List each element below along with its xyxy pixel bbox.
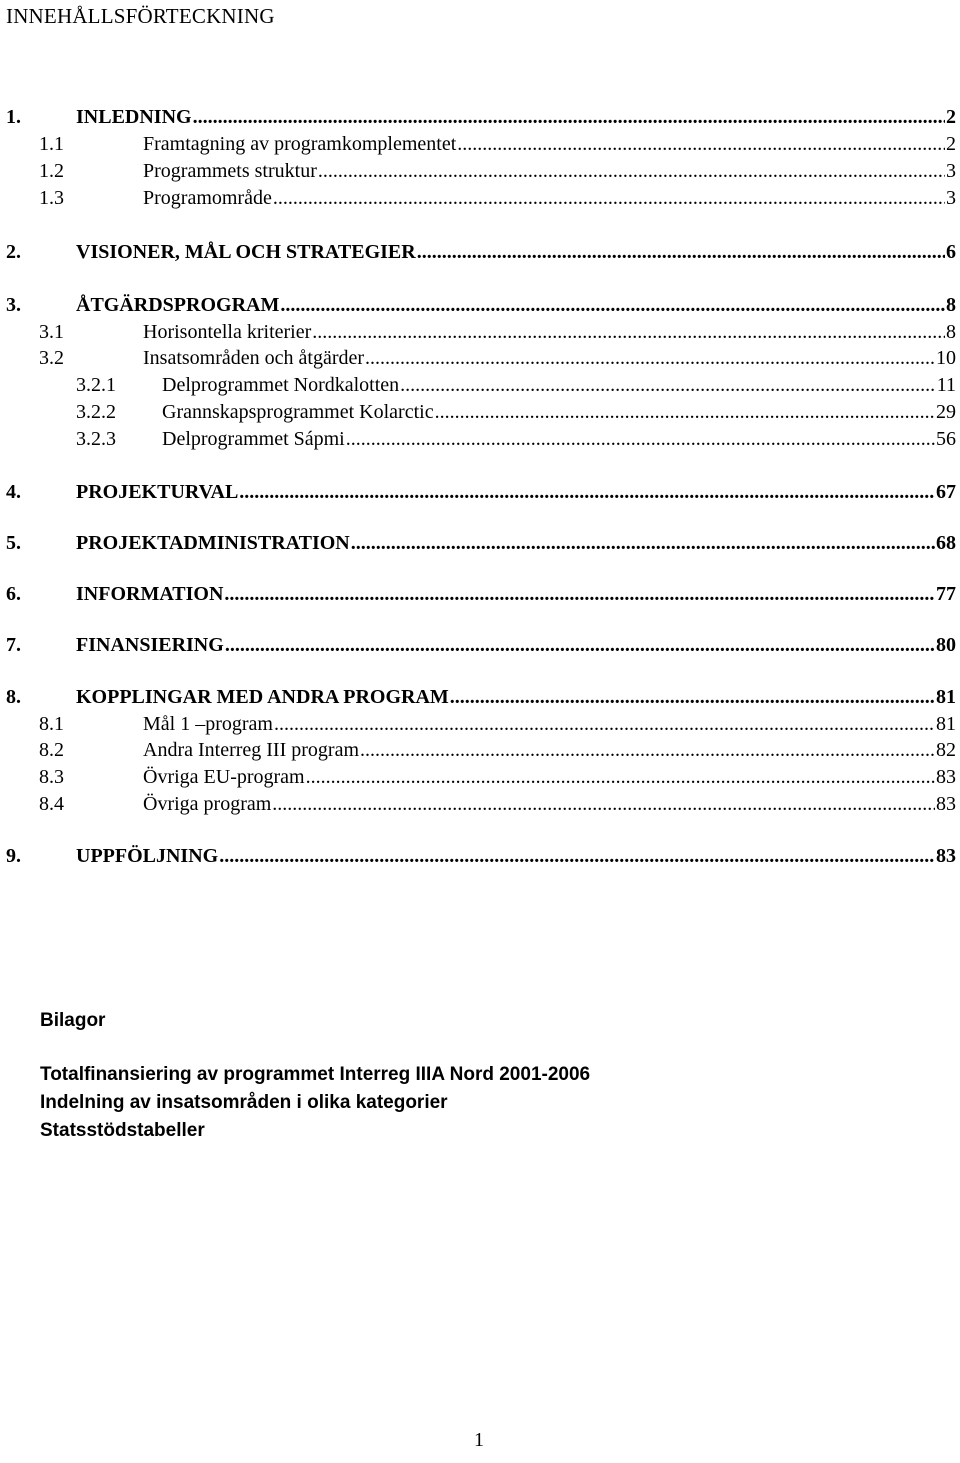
toc-entry-page: 8 xyxy=(946,321,956,343)
toc-entry-title: KOPPLINGAR MED ANDRA PROGRAM xyxy=(76,686,449,708)
toc-entry-page: 8 xyxy=(946,294,956,316)
toc-entry[interactable] xyxy=(0,581,960,607)
toc-entry[interactable] xyxy=(0,737,960,763)
toc-dot-leader xyxy=(346,426,935,452)
toc-dot-leader xyxy=(224,581,935,607)
toc-entry[interactable] xyxy=(0,684,960,710)
toc-entry-number: 8.1 xyxy=(39,713,64,735)
toc-entry-page: 3 xyxy=(946,187,956,209)
toc-entry-title: PROJEKTURVAL xyxy=(76,481,239,503)
toc-dot-leader xyxy=(239,479,935,505)
toc-entry-number: 4. xyxy=(6,481,21,503)
toc-entry-title: INFORMATION xyxy=(76,583,224,605)
toc-entry-title: Grannskapsprogrammet Kolarctic xyxy=(162,401,434,423)
toc-entry-number: 8.4 xyxy=(39,793,64,815)
toc-entry-page: 10 xyxy=(936,347,956,369)
toc-entry[interactable] xyxy=(0,345,960,371)
toc-entry[interactable] xyxy=(0,479,960,505)
toc-entry-title: Mål 1 –program xyxy=(143,713,273,735)
toc-entry-page: 2 xyxy=(946,133,956,155)
toc-entry[interactable] xyxy=(0,292,960,318)
toc-entry[interactable] xyxy=(0,399,960,425)
toc-dot-leader xyxy=(306,764,935,790)
toc-entry-number: 5. xyxy=(6,532,21,554)
toc-dot-leader xyxy=(360,737,935,763)
toc-entry-number: 8.3 xyxy=(39,766,64,788)
appendix-item: Statsstödstabeller xyxy=(40,1120,205,1141)
toc-dot-leader xyxy=(365,345,935,371)
toc-dot-leader xyxy=(450,684,935,710)
toc-entry-title: UPPFÖLJNING xyxy=(76,845,219,867)
toc-entry-page: 3 xyxy=(946,160,956,182)
toc-entry[interactable] xyxy=(0,239,960,265)
toc-dot-leader xyxy=(457,131,945,157)
toc-entry-page: 6 xyxy=(946,241,956,263)
toc-entry-page: 29 xyxy=(936,401,956,423)
toc-entry[interactable] xyxy=(0,104,960,130)
toc-entry-page: 82 xyxy=(936,739,956,761)
toc-dot-leader xyxy=(280,292,945,318)
appendix-item: Totalfinansiering av programmet Interreg IIIA Nord 2001-2006 xyxy=(40,1064,591,1085)
toc-dot-leader xyxy=(435,399,935,425)
appendix-heading: Bilagor xyxy=(40,1010,106,1031)
toc-entry[interactable] xyxy=(0,530,960,556)
toc-dot-leader xyxy=(273,185,945,211)
toc-dot-leader xyxy=(193,104,945,130)
toc-entry-page: 80 xyxy=(936,634,956,656)
toc-entry-number: 3. xyxy=(6,294,21,316)
toc-entry-number: 1. xyxy=(6,106,21,128)
toc-entry-number: 2. xyxy=(6,241,21,263)
toc-entry-title: Andra Interreg III program xyxy=(143,739,360,761)
toc-entry-page: 68 xyxy=(936,532,956,554)
toc-dot-leader xyxy=(351,530,935,556)
toc-entry-title: Övriga EU-program xyxy=(143,766,305,788)
toc-entry[interactable] xyxy=(0,319,960,345)
toc-entry[interactable] xyxy=(0,372,960,398)
toc-entry[interactable] xyxy=(0,843,960,869)
toc-entry-page: 67 xyxy=(936,481,956,503)
toc-entry[interactable] xyxy=(0,711,960,737)
toc-entry-number: 1.3 xyxy=(39,187,64,209)
toc-entry-number: 3.2.1 xyxy=(76,374,116,396)
toc-entry-page: 81 xyxy=(936,686,956,708)
toc-entry-page: 77 xyxy=(936,583,956,605)
toc-entry-title: FINANSIERING xyxy=(76,634,224,656)
appendix-item: Indelning av insatsområden i olika kategorier xyxy=(40,1092,448,1113)
toc-entry-title: Delprogrammet Nordkalotten xyxy=(162,374,400,396)
toc-entry-number: 1.1 xyxy=(39,133,64,155)
toc-entry-number: 6. xyxy=(6,583,21,605)
toc-dot-leader xyxy=(225,632,935,658)
toc-entry-page: 56 xyxy=(936,428,956,450)
toc-entry-page: 2 xyxy=(946,106,956,128)
toc-entry[interactable] xyxy=(0,131,960,157)
toc-entry-page: 83 xyxy=(936,766,956,788)
toc-entry-title: Delprogrammet Sápmi xyxy=(162,428,345,450)
page-number: 1 xyxy=(474,1429,484,1451)
toc-entry-title: Horisontella kriterier xyxy=(143,321,312,343)
toc-entry-title: Övriga program xyxy=(143,793,272,815)
toc-entry-number: 3.1 xyxy=(39,321,64,343)
toc-entry-title: Framtagning av programkomplementet xyxy=(143,133,457,155)
toc-entry-number: 7. xyxy=(6,634,21,656)
toc-entry[interactable] xyxy=(0,632,960,658)
toc-entry-number: 8. xyxy=(6,686,21,708)
toc-entry-title: Programmets struktur xyxy=(143,160,317,182)
toc-dot-leader xyxy=(274,711,935,737)
toc-entry-page: 83 xyxy=(936,845,956,867)
toc-entry-number: 1.2 xyxy=(39,160,64,182)
toc-entry[interactable] xyxy=(0,185,960,211)
toc-entry-number: 9. xyxy=(6,845,21,867)
toc-entry-number: 8.2 xyxy=(39,739,64,761)
toc-dot-leader xyxy=(312,319,945,345)
toc-entry-page: 11 xyxy=(936,374,956,396)
toc-dot-leader xyxy=(318,158,945,184)
toc-entry[interactable] xyxy=(0,791,960,817)
toc-entry-number: 3.2.2 xyxy=(76,401,116,423)
toc-entry-title: ÅTGÄRDSPROGRAM xyxy=(76,294,280,316)
toc-dot-leader xyxy=(219,843,935,869)
toc-heading: INNEHÅLLSFÖRTECKNING xyxy=(6,4,275,28)
toc-entry[interactable] xyxy=(0,764,960,790)
toc-entry-title: INLEDNING xyxy=(76,106,192,128)
toc-entry-title: Insatsområden och åtgärder xyxy=(143,347,365,369)
toc-dot-leader xyxy=(417,239,945,265)
toc-entry-number: 3.2.3 xyxy=(76,428,116,450)
toc-entry-number: 3.2 xyxy=(39,347,64,369)
toc-dot-leader xyxy=(272,791,935,817)
toc-entry[interactable] xyxy=(0,158,960,184)
toc-entry-title: Programområde xyxy=(143,187,272,209)
toc-entry-page: 83 xyxy=(936,793,956,815)
toc-dot-leader xyxy=(400,372,936,398)
toc-entry-title: PROJEKTADMINISTRATION xyxy=(76,532,350,554)
toc-entry-title: VISIONER, MÅL OCH STRATEGIER xyxy=(76,241,416,263)
toc-entry-page: 81 xyxy=(936,713,956,735)
toc-entry[interactable] xyxy=(0,426,960,452)
